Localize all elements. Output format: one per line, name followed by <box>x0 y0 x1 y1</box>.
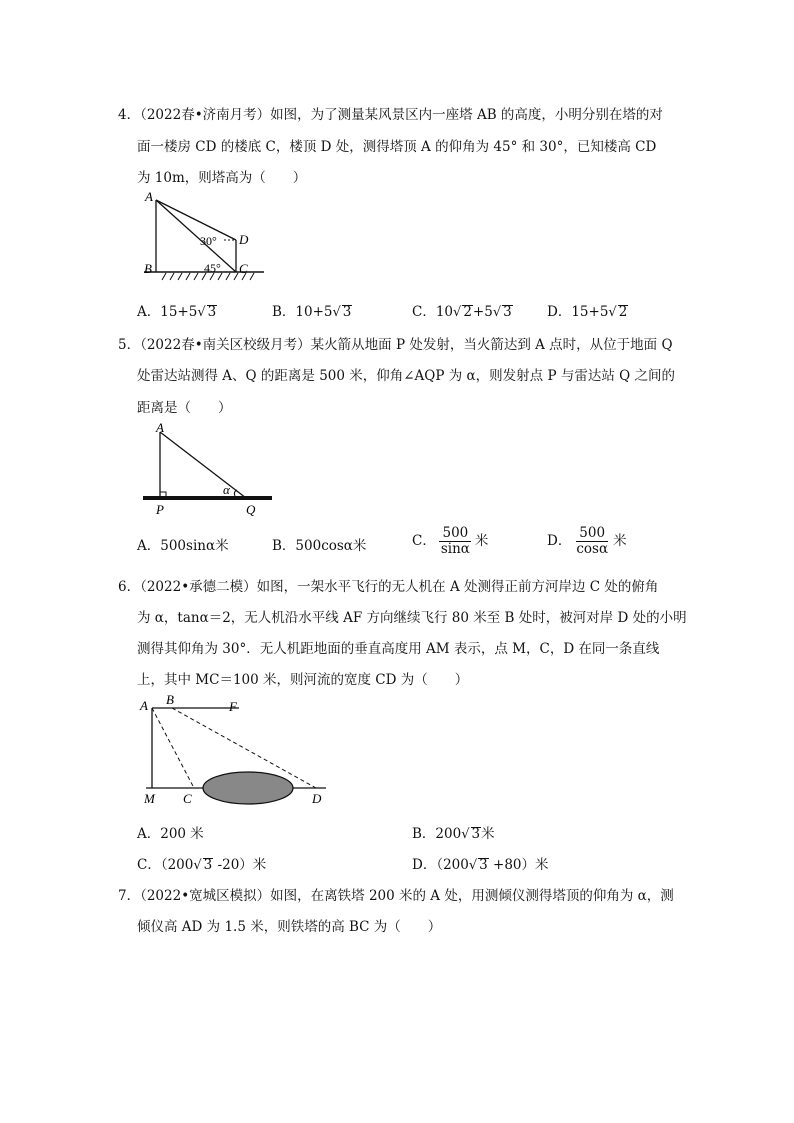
q4-option-a[interactable]: A．15+5√ 3 <box>137 304 217 320</box>
q4-line-3: 为 10m，则塔高为（ ） <box>137 170 307 186</box>
q4-angle-45: 45° <box>204 261 221 275</box>
q5-option-c[interactable] <box>412 526 488 557</box>
q4-label-d: D <box>239 232 249 247</box>
q4-option-c-mid: +5 <box>472 304 493 320</box>
q5-option-d-denominator: cosα <box>576 541 609 557</box>
q4-label-a: A <box>145 190 153 204</box>
q4-angle-30: 30° <box>200 234 217 248</box>
q5-option-d-fraction <box>573 526 611 557</box>
q5-option-c-prefix: C． <box>412 533 436 549</box>
q4-option-d-prefix: D．15+5 <box>547 304 609 320</box>
q4-option-a-radicand: 3 <box>207 304 217 320</box>
q4-option-d-radicand: 2 <box>618 304 628 320</box>
q4-option-d[interactable]: D．15+5√ 2 <box>547 304 628 320</box>
q5-option-b[interactable]: B．500cosα米 <box>272 538 367 554</box>
q6-option-c[interactable]: C．（200√ 3 -20）米 <box>137 857 267 873</box>
q4-option-b[interactable]: B．10+5√ 3 <box>272 304 352 320</box>
q4-option-c-radicand-1: 2 <box>463 304 472 320</box>
q6-label-m: M <box>144 791 155 806</box>
q6-label-f: F <box>229 699 237 714</box>
q5-option-d-numerator: 500 <box>576 526 608 542</box>
q4-option-b-prefix: B．10+5 <box>272 304 333 320</box>
q6-option-d-radicand: 3 <box>479 857 488 873</box>
q4-label-b: B <box>144 261 152 276</box>
q4-figure <box>136 190 271 285</box>
q5-line-2: 处雷达站测得 A、Q 的距离是 500 米，仰角∠AQP 为 α，则发射点 P 与雷达站 Q 之间的 <box>137 368 675 384</box>
q5-option-c-denominator: sinα <box>440 541 470 557</box>
q6-line-4: 上，其中 MC＝100 米，则河流的宽度 CD 为（ ） <box>137 672 469 688</box>
q5-option-a[interactable]: A．500sinα米 <box>137 538 229 554</box>
q5-option-c-numerator: 500 <box>439 526 471 542</box>
q6-option-b-radicand: 3 <box>471 826 481 842</box>
q6-option-c-prefix: C．（200 <box>137 857 194 873</box>
q4-line-1: 4．（2022春•济南月考）如图，为了测量某风景区内一座塔 AB 的高度，小明分别在塔的对 <box>118 107 663 123</box>
q6-line-2: 为 α，tanα＝2，无人机沿水平线 AF 方向继续飞行 80 米至 B 处时，被河对岸 D 处的小明 <box>137 610 687 626</box>
q5-line-3: 距离是（ ） <box>137 400 232 416</box>
q4-option-a-prefix: A．15+5 <box>137 304 198 320</box>
q5-option-c-fraction <box>438 526 473 557</box>
q5-option-c-suffix: 米 <box>474 533 489 549</box>
q6-option-c-suffix: -20）米 <box>213 857 267 873</box>
q7-line-1: 7．（2022•宽城区模拟）如图，在离铁塔 200 米的 A 处，用测倾仪测得塔顶的仰角为 α，测 <box>118 888 674 904</box>
q6-figure <box>136 690 336 810</box>
q6-option-b[interactable]: B．200√ 3米 <box>412 826 495 842</box>
q5-line-1: 5．（2022春•南关区校级月考）某火箭从地面 P 处发射，当火箭达到 A 点时，从位于地面 Q <box>118 337 673 353</box>
q4-option-c-prefix: C．10 <box>412 304 454 320</box>
q4-line-2: 面一楼房 CD 的楼底 C，楼顶 D 处，测得塔顶 A 的仰角为 45° 和 30°，已知楼高 CD <box>137 139 657 155</box>
q6-option-c-radicand: 3 <box>203 857 213 873</box>
q7-line-2: 倾仪高 AD 为 1.5 米，则铁塔的高 BC 为（ ） <box>137 919 442 935</box>
q6-label-b: B <box>166 692 174 707</box>
q4-option-c-radicand-2: 3 <box>503 304 512 320</box>
q5-label-p: P <box>156 502 164 517</box>
q6-option-a[interactable]: A．200 米 <box>137 826 204 842</box>
q6-label-c: C <box>183 791 192 806</box>
q6-line-1: 6．（2022•承德二模）如图，一架水平飞行的无人机在 A 处测得正前方河岸边 C 处的俯角 <box>118 579 659 595</box>
q5-option-d[interactable] <box>547 526 627 557</box>
q4-option-c[interactable]: C．10√ 2+5√ 3 <box>412 304 512 320</box>
q4-option-b-radicand: 3 <box>342 304 352 320</box>
q5-label-q: Q <box>246 502 256 517</box>
q5-option-d-suffix: 米 <box>613 533 627 549</box>
q6-option-b-suffix: 米 <box>481 826 495 842</box>
q5-option-d-prefix: D． <box>547 533 572 549</box>
q5-label-a: A <box>156 420 164 435</box>
q6-line-3: 测得其仰角为 30°．无人机距地面的垂直高度用 AM 表示，点 M，C，D 在同一条直线 <box>137 641 660 657</box>
q6-label-d: D <box>312 791 322 806</box>
q6-option-b-prefix: B．200 <box>412 826 462 842</box>
q5-label-alpha: α <box>223 482 230 497</box>
q6-option-d-suffix: +80）米 <box>488 857 549 873</box>
q6-label-a: A <box>140 698 148 713</box>
q4-label-c: C <box>239 261 248 276</box>
q6-option-d-prefix: D．（200 <box>412 857 469 873</box>
q5-figure <box>138 418 278 518</box>
q6-option-d[interactable]: D．（200√ 3 +80）米 <box>412 857 549 873</box>
